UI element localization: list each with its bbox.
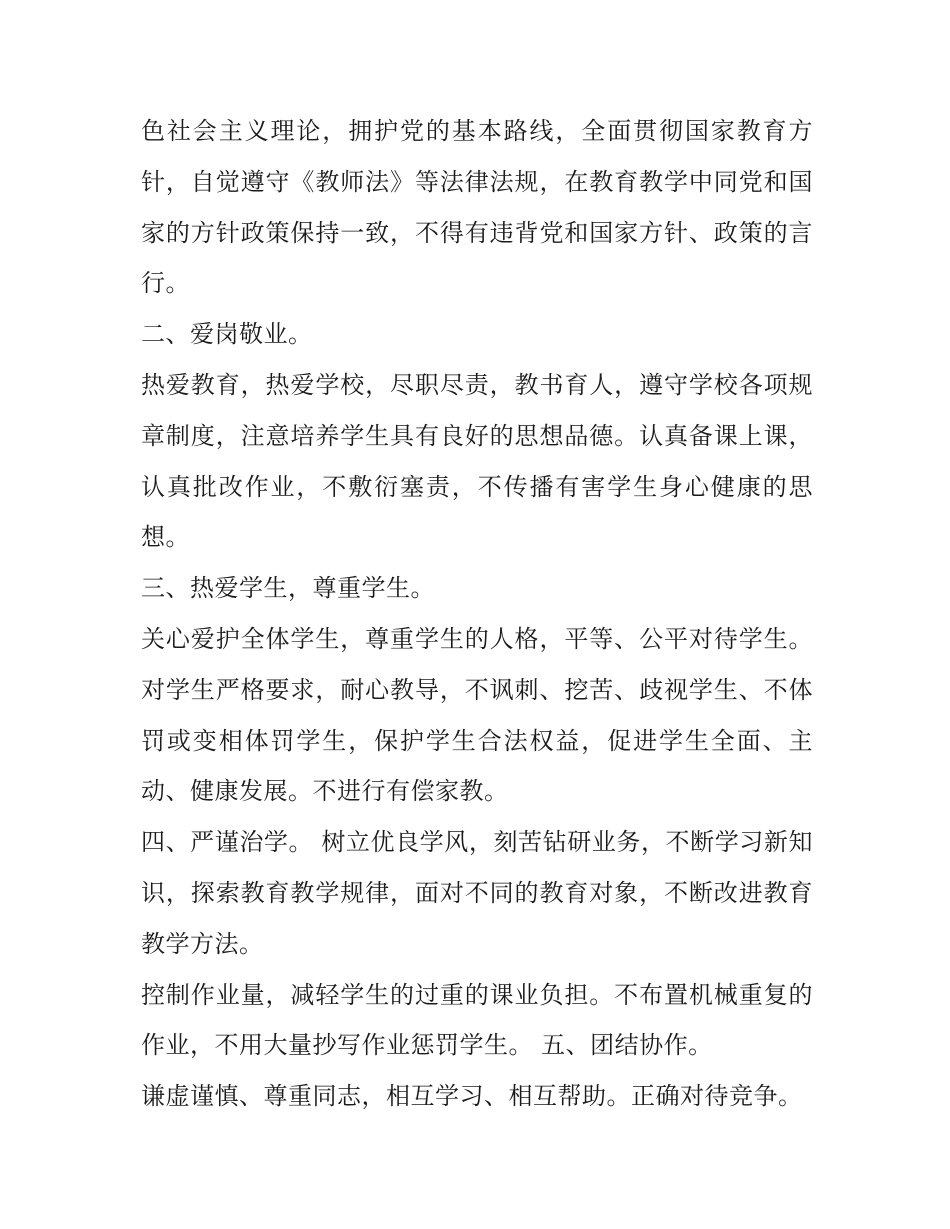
section-heading-dedication: 二、爱岗敬业。 [141,320,313,349]
paragraph-respect-students: 关心爱护全体学生，尊重学生的人格，平等、公平对待学生。对学生严格要求，耐心教导，不讽刺、挖苦、歧视学生、不体罚或变相体罚学生，保护学生合法权益，促进学生全面、主动、健康发展。不进行有偿家教。 [141,624,813,806]
paragraph-political-stance: 色社会主义理论，拥护党的基本路线，全面贯彻国家教育方针，自觉遵守《教师法》等法律法规，在教育教学中同党和国家的方针政策保持一致，不得有违背党和国家方针、政策的言行。 [141,117,813,298]
paragraph-dedication: 热爱教育，热爱学校，尽职尽责，教书育人，遵守学校各项规章制度，注意培养学生具有良好的思想品德。认真备课上课，认真批改作业，不敷衍塞责，不传播有害学生身心健康的思想。 [141,370,813,552]
document-body [141,106,813,1122]
section-heading-respect-students: 三、热爱学生，尊重学生。 [141,574,435,603]
paragraph-rigorous-scholarship: 四、严谨治学。 树立优良学风，刻苦钻研业务，不断学习新知识，探索教育教学规律，面对不同的教育对象，不断改进教育教学方法。 [141,828,813,958]
paragraph-homework-load: 控制作业量，减轻学生的过重的课业负担。不布置机械重复的作业，不用大量抄写作业惩罚学生。 五、团结协作。 [141,980,813,1060]
paragraph-cooperation: 谦虚谨慎、尊重同志，相互学习、相互帮助。正确对待竞争。 [141,1082,803,1111]
